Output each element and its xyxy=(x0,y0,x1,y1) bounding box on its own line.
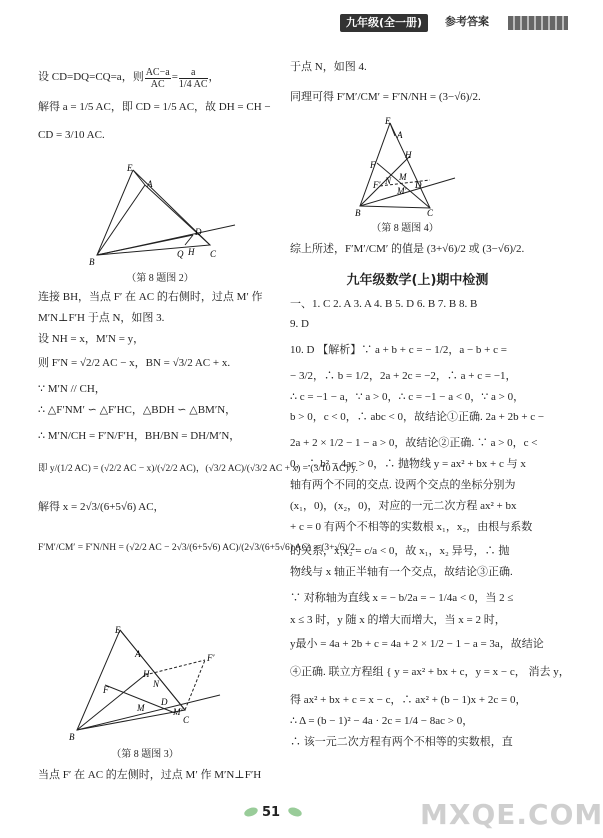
header-decoration xyxy=(508,16,568,30)
text-line: ∴ 该一元二次方程有两个不相等的实数根，直 xyxy=(290,735,513,748)
text-line: 得 ax² + bx + c = x − c，∴ ax² + (b − 1)x + 2c = 0， xyxy=(290,693,527,706)
text-line: 同理可得 F′M′/CM′ = F′N/NH = (3−√6)/2. xyxy=(290,90,481,103)
page-number: 51 xyxy=(262,805,281,820)
text-line: ∴ △F′NM′ ∽ △F′HC，△BDH ∽ △BM′N， xyxy=(38,403,237,416)
svg-text:F′: F′ xyxy=(207,653,215,663)
text-line: 的关系，x₁x₂ = c/a < 0，故 x₁，x₂ 异号，∴ 抛 xyxy=(290,545,510,558)
svg-text:N: N xyxy=(385,176,392,186)
figure-2-triangle xyxy=(85,165,240,270)
text-line: 则 F′N = √2/2 AC − x，BN = √3/2 AC + x. xyxy=(38,356,231,369)
svg-text:C: C xyxy=(210,249,217,259)
svg-text:B: B xyxy=(355,208,361,218)
svg-text:A: A xyxy=(397,130,403,140)
text-line: 于点 N，如图 4. xyxy=(290,61,367,73)
text-line: 解得 a = 1/5 AC，即 CD = 1/5 AC，故 DH = CH − xyxy=(38,101,271,113)
text-line: 2a + 2 × 1/2 − 1 − a > 0，故结论②正确. ∵ a > 0，c < xyxy=(290,437,538,450)
text-line: b > 0，c < 0，∴ abc < 0，故结论①正确. 2a + 2b + c − xyxy=(290,411,545,424)
fraction: $\frac{a}{1/4 AC}$ xyxy=(178,66,208,90)
svg-text:E: E xyxy=(385,116,391,126)
svg-text:H: H xyxy=(188,247,195,257)
text-line: 10. D 【解析】∵ a + b + c = − 1/2，a − b + c = xyxy=(290,343,507,356)
text-line: 即 y/(1/2 AC) = (√2/2 AC − x)/(√2/2 AC)，(√3/2 AC)/(√3/2 AC + x) = (3/10 AC)/y. xyxy=(38,463,358,474)
figure-caption: （第 8 题图 4） xyxy=(371,223,439,234)
svg-text:Q: Q xyxy=(177,249,184,259)
text-line: ④正确. 联立方程组 { y = ax² + bx + c，y = x − c， 消去 y， xyxy=(290,665,570,678)
text-line: F′M′/CM′ = F′N/NH = (√2/2 AC − 2√3/(6+5√6) AC)/(2√3/(6+5√6) AC) = (3+√6)/2. xyxy=(38,543,358,554)
watermark-logo: MXQE.COM xyxy=(420,798,603,831)
text-line: 轴有两个不同的交点. 设两个交点的坐标分别为 xyxy=(290,479,516,492)
text-line: 当点 F′ 在 AC 的左侧时，过点 M′ 作 M′N⊥F′H xyxy=(38,769,262,781)
svg-text:B: B xyxy=(69,732,75,742)
text-line: x ≤ 3 时，y 随 x 的增大而增大，当 x = 2 时， xyxy=(290,613,506,626)
fraction: $\frac{AC-a}{AC}$ xyxy=(145,66,170,90)
text-line: ∴ c = −1 − a，∵ a > 0，∴ c = −1 − a < 0，∵ a > 0， xyxy=(290,390,525,403)
svg-text:M: M xyxy=(137,703,145,713)
figure-4-triangle xyxy=(355,118,460,218)
svg-text:B: B xyxy=(89,257,95,267)
text-line: 设 NH = x，M′N = y， xyxy=(38,332,145,345)
svg-text:A: A xyxy=(147,179,153,189)
svg-text:D: D xyxy=(415,180,422,190)
text-line: + c = 0 有两个不相等的实数根 x₁，x₂，由根与系数 xyxy=(290,521,533,534)
text-line: ∴ Δ = (b − 1)² − 4a · 2c = 1/4 − 8ac > 0， xyxy=(290,714,474,727)
text-line: 物线与 x 轴正半轴有一个交点，故结论③正确. xyxy=(290,566,513,579)
text-line: ∵ 对称轴为直线 x = − b/2a = − 1/4a < 0，当 2 ≤ xyxy=(290,591,514,604)
svg-text:M′: M′ xyxy=(397,186,407,196)
left-column xyxy=(38,62,278,144)
svg-text:E: E xyxy=(127,163,133,173)
leaf-icon xyxy=(287,806,303,818)
svg-text:D: D xyxy=(161,697,168,707)
svg-text:F: F xyxy=(103,685,109,695)
section-title: 九年级数学(上)期中检测 xyxy=(346,272,489,288)
right-column-cont xyxy=(290,242,570,751)
answer-line: 一、1. C 2. A 3. A 4. B 5. D 6. B 7. B 8. B xyxy=(290,297,478,310)
svg-text:H: H xyxy=(143,669,150,679)
svg-text:M: M xyxy=(399,172,407,182)
svg-text:C: C xyxy=(427,208,434,218)
text-line: (x₁，0)，(x₂，0)，对应的一元二次方程 ax² + bx xyxy=(290,500,517,513)
page-header xyxy=(330,12,560,34)
figure-caption: （第 8 题图 3） xyxy=(111,749,179,760)
text-line: M′N⊥F′H 于点 N，如图 3. xyxy=(38,311,165,324)
svg-text:F: F xyxy=(370,160,376,170)
svg-text:H: H xyxy=(405,150,412,160)
leaf-icon xyxy=(243,806,259,818)
svg-text:N: N xyxy=(153,679,160,689)
text-line: − 3/2，∴ b = 1/2，2a + 2c = −2，∴ a + c = −1， xyxy=(290,369,517,382)
svg-text:A: A xyxy=(135,649,141,659)
svg-text:E: E xyxy=(115,625,121,635)
right-column xyxy=(290,60,540,106)
figure-3-triangle xyxy=(65,625,225,745)
text-line: 连接 BH，当点 F′ 在 AC 的右侧时，过点 M′ 作 xyxy=(38,291,263,303)
text-line: 解得 x = 2√3/(6+5√6) AC， xyxy=(38,501,165,514)
text-line: CD = 3/10 AC. xyxy=(38,128,105,141)
svg-text:C: C xyxy=(183,715,190,725)
figure-caption: （第 8 题图 2） xyxy=(126,273,194,284)
text-line: 综上所述，F′M′/CM′ 的值是 (3+√6)/2 或 (3−√6)/2. xyxy=(290,243,525,255)
svg-text:D: D xyxy=(195,227,202,237)
text-line: 设 CD=DQ=CQ=a，则 $\frac{AC-a}{AC}$ = $\frac{a}{1/4 AC}$ ， xyxy=(38,66,220,90)
answer-line: 9. D xyxy=(290,317,309,330)
text-line: y最小 = 4a + 2b + c = 4a + 2 × 1/2 − 1 − a = 3a，故结论 xyxy=(290,637,544,650)
text-line: ∵ M′N // CH， xyxy=(38,382,106,395)
text-line: ∴ M′N/CH = F′N/F′H，BH/BN = DH/M′N， xyxy=(38,429,241,442)
section-label: 参考答案 xyxy=(445,15,489,28)
svg-text:F′: F′ xyxy=(373,180,381,190)
book-title: 九年级(全一册) xyxy=(340,14,428,32)
text-line: 0，∴ b² − 4ac > 0，∴ 抛物线 y = ax² + bx + c 与 x xyxy=(290,458,526,471)
svg-text:M′: M′ xyxy=(173,707,183,717)
